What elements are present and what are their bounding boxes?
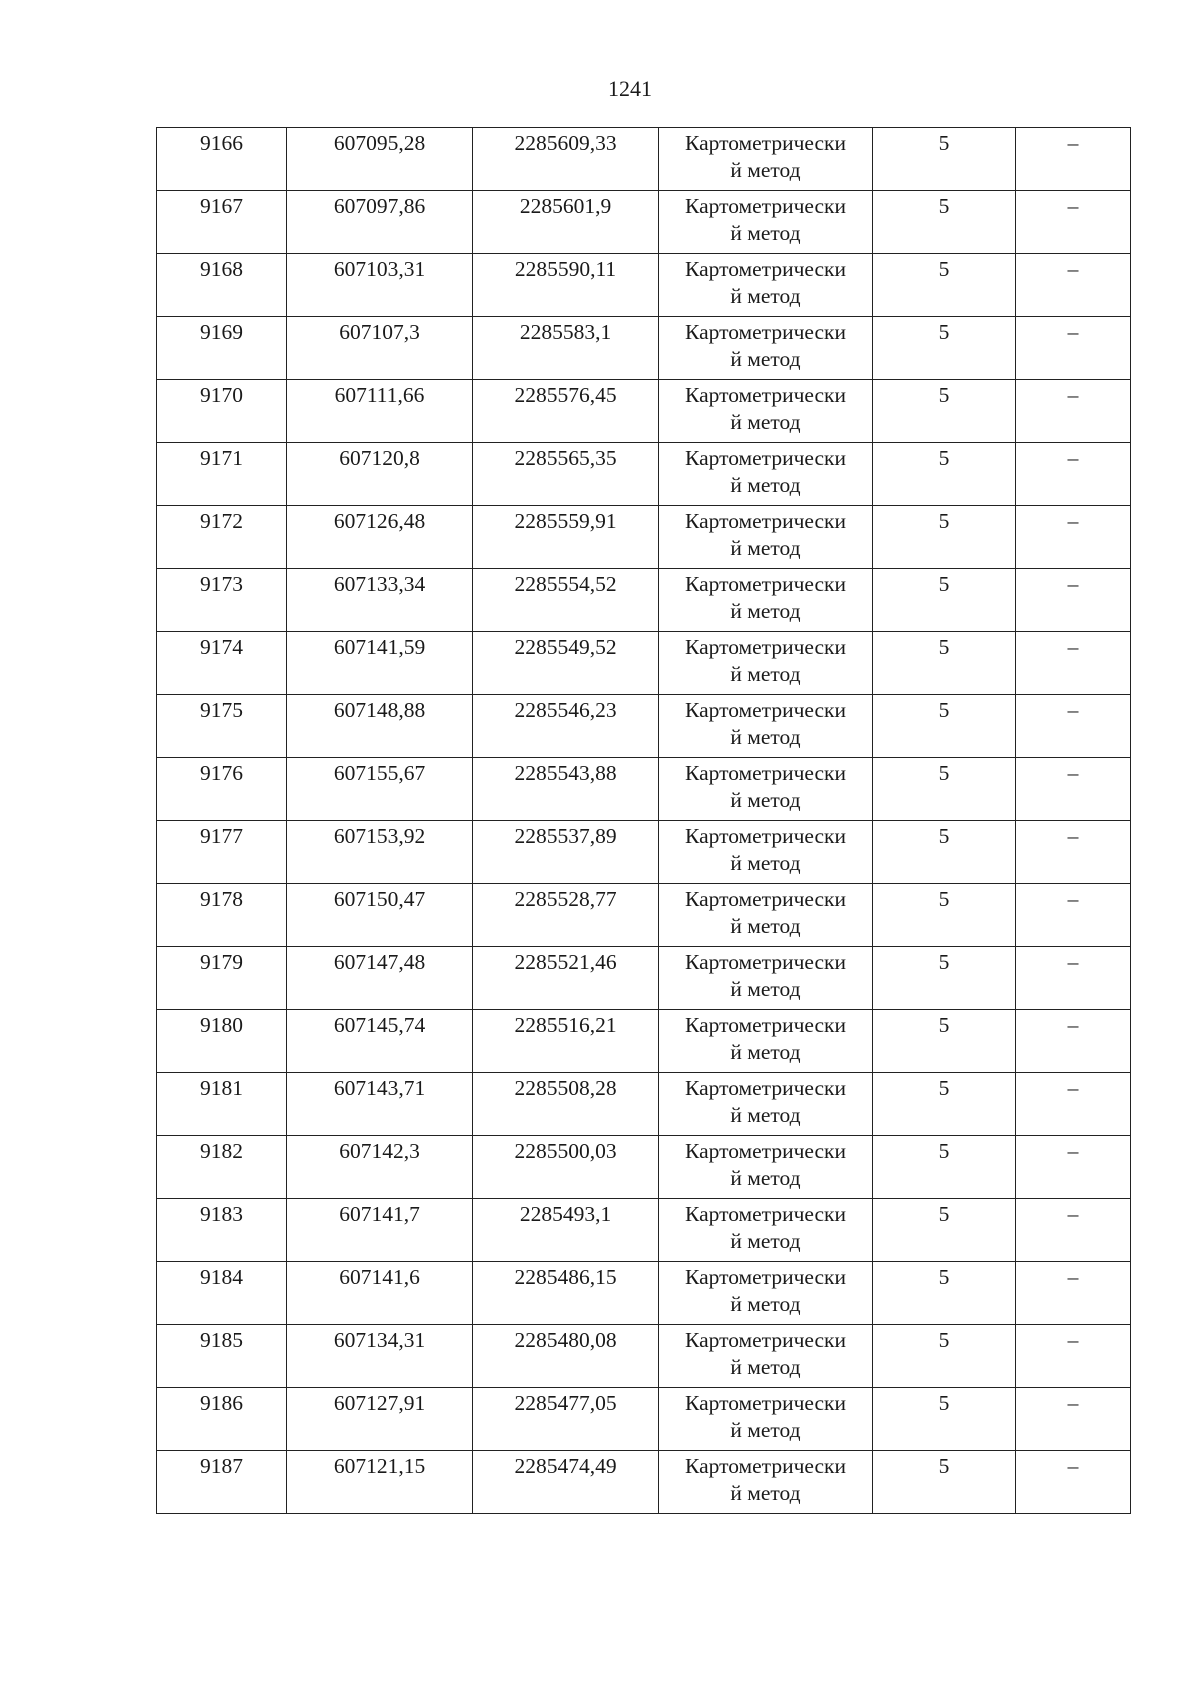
y-coordinate-cell: 2285601,9 — [473, 191, 659, 254]
note-cell: – — [1016, 1325, 1131, 1388]
note-cell: – — [1016, 947, 1131, 1010]
table-row — [157, 191, 1131, 254]
method-line-2: й метод — [730, 536, 801, 560]
method-line-2: й метод — [730, 1292, 801, 1316]
table-row — [157, 317, 1131, 380]
table-row — [157, 569, 1131, 632]
method-line-1: Картометрически — [685, 131, 846, 155]
point-number-cell: 9173 — [157, 569, 287, 632]
accuracy-cell: 5 — [873, 1073, 1016, 1136]
table-row — [157, 443, 1131, 506]
y-coordinate-cell: 2285474,49 — [473, 1451, 659, 1514]
point-number-cell: 9175 — [157, 695, 287, 758]
method-line-2: й метод — [730, 221, 801, 245]
point-number-cell: 9170 — [157, 380, 287, 443]
x-coordinate-cell: 607145,74 — [287, 1010, 473, 1073]
accuracy-cell: 5 — [873, 569, 1016, 632]
accuracy-cell: 5 — [873, 443, 1016, 506]
method-cell — [659, 443, 873, 506]
method-line-2: й метод — [730, 851, 801, 875]
table-row — [157, 1388, 1131, 1451]
point-number-cell: 9174 — [157, 632, 287, 695]
accuracy-cell: 5 — [873, 632, 1016, 695]
coordinates-table — [156, 127, 1131, 1514]
point-number-cell: 9171 — [157, 443, 287, 506]
point-number-cell: 9166 — [157, 128, 287, 191]
accuracy-cell: 5 — [873, 947, 1016, 1010]
method-line-2: й метод — [730, 1418, 801, 1442]
y-coordinate-cell: 2285528,77 — [473, 884, 659, 947]
method-cell — [659, 128, 873, 191]
y-coordinate-cell: 2285480,08 — [473, 1325, 659, 1388]
note-cell: – — [1016, 1451, 1131, 1514]
table-row — [157, 1010, 1131, 1073]
x-coordinate-cell: 607097,86 — [287, 191, 473, 254]
y-coordinate-cell: 2285576,45 — [473, 380, 659, 443]
table-row — [157, 884, 1131, 947]
y-coordinate-cell: 2285516,21 — [473, 1010, 659, 1073]
y-coordinate-cell: 2285609,33 — [473, 128, 659, 191]
y-coordinate-cell: 2285549,52 — [473, 632, 659, 695]
x-coordinate-cell: 607107,3 — [287, 317, 473, 380]
method-line-2: й метод — [730, 347, 801, 371]
accuracy-cell: 5 — [873, 506, 1016, 569]
method-cell — [659, 1073, 873, 1136]
x-coordinate-cell: 607127,91 — [287, 1388, 473, 1451]
point-number-cell: 9185 — [157, 1325, 287, 1388]
table-row — [157, 254, 1131, 317]
note-cell: – — [1016, 128, 1131, 191]
y-coordinate-cell: 2285493,1 — [473, 1199, 659, 1262]
method-line-2: й метод — [730, 284, 801, 308]
y-coordinate-cell: 2285508,28 — [473, 1073, 659, 1136]
method-line-2: й метод — [730, 1355, 801, 1379]
note-cell: – — [1016, 506, 1131, 569]
x-coordinate-cell: 607155,67 — [287, 758, 473, 821]
accuracy-cell: 5 — [873, 821, 1016, 884]
x-coordinate-cell: 607121,15 — [287, 1451, 473, 1514]
method-line-2: й метод — [730, 599, 801, 623]
x-coordinate-cell: 607103,31 — [287, 254, 473, 317]
y-coordinate-cell: 2285486,15 — [473, 1262, 659, 1325]
table-row — [157, 380, 1131, 443]
method-line-1: Картометрически — [685, 1454, 846, 1478]
x-coordinate-cell: 607142,3 — [287, 1136, 473, 1199]
note-cell: – — [1016, 1199, 1131, 1262]
method-cell — [659, 821, 873, 884]
y-coordinate-cell: 2285477,05 — [473, 1388, 659, 1451]
note-cell: – — [1016, 254, 1131, 317]
method-line-2: й метод — [730, 725, 801, 749]
method-cell — [659, 758, 873, 821]
y-coordinate-cell: 2285543,88 — [473, 758, 659, 821]
y-coordinate-cell: 2285500,03 — [473, 1136, 659, 1199]
accuracy-cell: 5 — [873, 758, 1016, 821]
method-line-2: й метод — [730, 1481, 801, 1505]
method-cell — [659, 1262, 873, 1325]
point-number-cell: 9183 — [157, 1199, 287, 1262]
point-number-cell: 9178 — [157, 884, 287, 947]
point-number-cell: 9182 — [157, 1136, 287, 1199]
method-line-1: Картометрически — [685, 446, 846, 470]
x-coordinate-cell: 607134,31 — [287, 1325, 473, 1388]
method-cell — [659, 1325, 873, 1388]
method-line-1: Картометрически — [685, 1328, 846, 1352]
point-number-cell: 9179 — [157, 947, 287, 1010]
point-number-cell: 9167 — [157, 191, 287, 254]
y-coordinate-cell: 2285583,1 — [473, 317, 659, 380]
method-line-2: й метод — [730, 977, 801, 1001]
method-cell — [659, 317, 873, 380]
note-cell: – — [1016, 191, 1131, 254]
table-row — [157, 758, 1131, 821]
method-cell — [659, 1136, 873, 1199]
method-line-2: й метод — [730, 914, 801, 938]
point-number-cell: 9172 — [157, 506, 287, 569]
method-line-1: Картометрически — [685, 1265, 846, 1289]
point-number-cell: 9187 — [157, 1451, 287, 1514]
x-coordinate-cell: 607141,6 — [287, 1262, 473, 1325]
method-line-1: Картометрически — [685, 1202, 846, 1226]
accuracy-cell: 5 — [873, 1010, 1016, 1073]
point-number-cell: 9177 — [157, 821, 287, 884]
method-line-2: й метод — [730, 1040, 801, 1064]
page-number: 1241 — [608, 76, 652, 101]
accuracy-cell: 5 — [873, 1136, 1016, 1199]
accuracy-cell: 5 — [873, 254, 1016, 317]
note-cell: – — [1016, 1136, 1131, 1199]
note-cell: – — [1016, 1073, 1131, 1136]
table-row — [157, 128, 1131, 191]
accuracy-cell: 5 — [873, 191, 1016, 254]
method-cell — [659, 569, 873, 632]
method-cell — [659, 1010, 873, 1073]
method-cell — [659, 947, 873, 1010]
x-coordinate-cell: 607143,71 — [287, 1073, 473, 1136]
note-cell: – — [1016, 1388, 1131, 1451]
table-row — [157, 632, 1131, 695]
method-line-1: Картометрически — [685, 1139, 846, 1163]
accuracy-cell: 5 — [873, 884, 1016, 947]
y-coordinate-cell: 2285537,89 — [473, 821, 659, 884]
method-cell — [659, 254, 873, 317]
method-line-1: Картометрически — [685, 257, 846, 281]
method-cell — [659, 380, 873, 443]
y-coordinate-cell: 2285554,52 — [473, 569, 659, 632]
x-coordinate-cell: 607095,28 — [287, 128, 473, 191]
x-coordinate-cell: 607111,66 — [287, 380, 473, 443]
note-cell: – — [1016, 632, 1131, 695]
table-row — [157, 1262, 1131, 1325]
note-cell: – — [1016, 1262, 1131, 1325]
method-line-1: Картометрически — [685, 1013, 846, 1037]
method-line-1: Картометрически — [685, 572, 846, 596]
method-line-1: Картометрически — [685, 194, 846, 218]
x-coordinate-cell: 607141,59 — [287, 632, 473, 695]
accuracy-cell: 5 — [873, 317, 1016, 380]
accuracy-cell: 5 — [873, 128, 1016, 191]
method-cell — [659, 884, 873, 947]
method-line-1: Картометрически — [685, 1391, 846, 1415]
point-number-cell: 9169 — [157, 317, 287, 380]
x-coordinate-cell: 607141,7 — [287, 1199, 473, 1262]
method-line-2: й метод — [730, 1103, 801, 1127]
table-row — [157, 1073, 1131, 1136]
accuracy-cell: 5 — [873, 1451, 1016, 1514]
y-coordinate-cell: 2285565,35 — [473, 443, 659, 506]
note-cell: – — [1016, 758, 1131, 821]
method-cell — [659, 506, 873, 569]
table-row — [157, 821, 1131, 884]
accuracy-cell: 5 — [873, 1262, 1016, 1325]
coordinates-table-body — [157, 128, 1131, 1514]
table-row — [157, 1199, 1131, 1262]
table-row — [157, 947, 1131, 1010]
accuracy-cell: 5 — [873, 380, 1016, 443]
method-cell — [659, 1199, 873, 1262]
method-line-1: Картометрически — [685, 887, 846, 911]
method-line-1: Картометрически — [685, 635, 846, 659]
note-cell: – — [1016, 821, 1131, 884]
point-number-cell: 9186 — [157, 1388, 287, 1451]
point-number-cell: 9168 — [157, 254, 287, 317]
y-coordinate-cell: 2285521,46 — [473, 947, 659, 1010]
method-line-1: Картометрически — [685, 383, 846, 407]
method-line-1: Картометрически — [685, 509, 846, 533]
accuracy-cell: 5 — [873, 695, 1016, 758]
x-coordinate-cell: 607147,48 — [287, 947, 473, 1010]
table-row — [157, 695, 1131, 758]
y-coordinate-cell: 2285590,11 — [473, 254, 659, 317]
method-line-1: Картометрически — [685, 761, 846, 785]
note-cell: – — [1016, 1010, 1131, 1073]
method-line-1: Картометрически — [685, 824, 846, 848]
method-line-1: Картометрически — [685, 698, 846, 722]
method-line-1: Картометрически — [685, 950, 846, 974]
method-line-2: й метод — [730, 1229, 801, 1253]
method-line-2: й метод — [730, 662, 801, 686]
method-line-2: й метод — [730, 788, 801, 812]
table-row — [157, 1325, 1131, 1388]
point-number-cell: 9180 — [157, 1010, 287, 1073]
note-cell: – — [1016, 569, 1131, 632]
table-row — [157, 1136, 1131, 1199]
method-line-2: й метод — [730, 473, 801, 497]
table-row — [157, 1451, 1131, 1514]
x-coordinate-cell: 607150,47 — [287, 884, 473, 947]
table-row — [157, 506, 1131, 569]
point-number-cell: 9184 — [157, 1262, 287, 1325]
method-line-2: й метод — [730, 410, 801, 434]
method-line-2: й метод — [730, 1166, 801, 1190]
x-coordinate-cell: 607133,34 — [287, 569, 473, 632]
note-cell: – — [1016, 380, 1131, 443]
x-coordinate-cell: 607126,48 — [287, 506, 473, 569]
accuracy-cell: 5 — [873, 1388, 1016, 1451]
note-cell: – — [1016, 443, 1131, 506]
y-coordinate-cell: 2285559,91 — [473, 506, 659, 569]
method-cell — [659, 191, 873, 254]
y-coordinate-cell: 2285546,23 — [473, 695, 659, 758]
method-line-2: й метод — [730, 158, 801, 182]
note-cell: – — [1016, 695, 1131, 758]
note-cell: – — [1016, 317, 1131, 380]
accuracy-cell: 5 — [873, 1325, 1016, 1388]
method-cell — [659, 1451, 873, 1514]
x-coordinate-cell: 607148,88 — [287, 695, 473, 758]
note-cell: – — [1016, 884, 1131, 947]
method-cell — [659, 1388, 873, 1451]
point-number-cell: 9181 — [157, 1073, 287, 1136]
method-line-1: Картометрически — [685, 1076, 846, 1100]
method-line-1: Картометрически — [685, 320, 846, 344]
method-cell — [659, 695, 873, 758]
point-number-cell: 9176 — [157, 758, 287, 821]
x-coordinate-cell: 607153,92 — [287, 821, 473, 884]
x-coordinate-cell: 607120,8 — [287, 443, 473, 506]
method-cell — [659, 632, 873, 695]
accuracy-cell: 5 — [873, 1199, 1016, 1262]
